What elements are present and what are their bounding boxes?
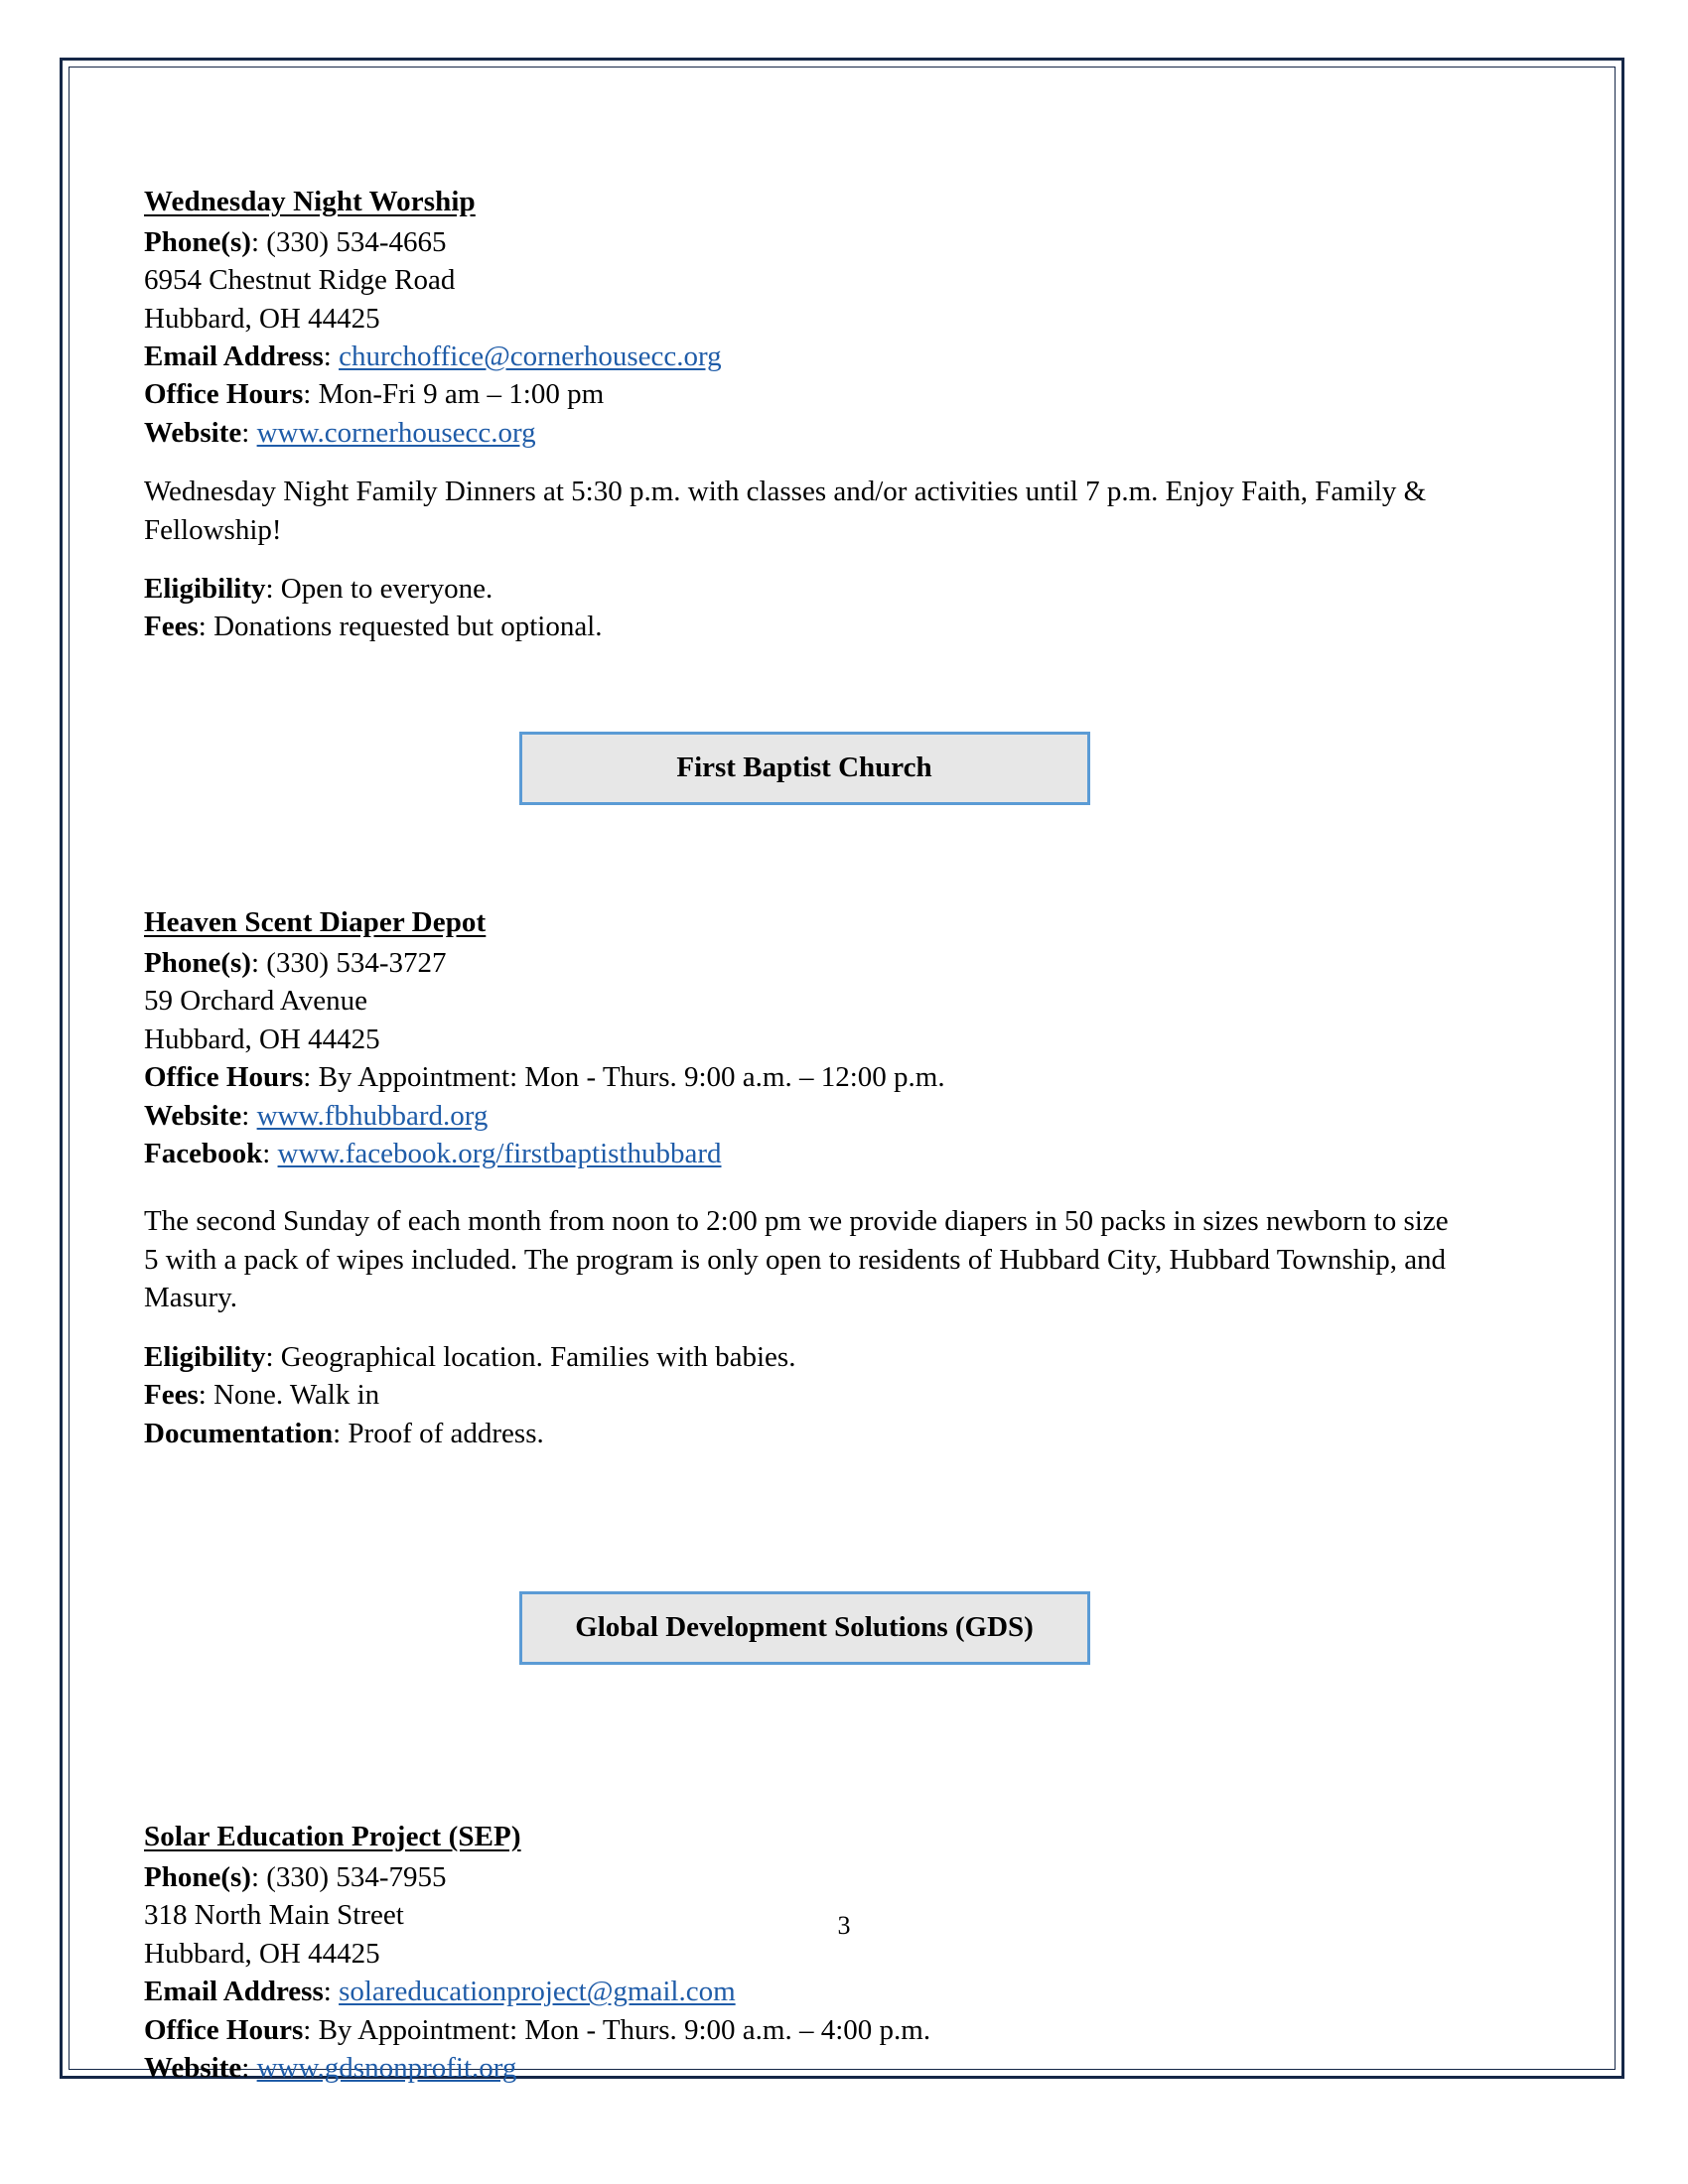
spacer <box>144 1665 1465 1819</box>
field-label: Facebook <box>144 1138 263 1170</box>
entry-detail-fees <box>144 608 1465 645</box>
entry-field-office-hours <box>144 1058 1465 1096</box>
field-value: By Appointment: Mon - Thurs. 9:00 a.m. – 12:00 p.m. <box>318 1061 945 1094</box>
field-value: 59 Orchard Avenue <box>144 985 367 1018</box>
entry-field-website <box>144 414 1465 452</box>
detail-separator: : <box>198 1379 214 1412</box>
detail-label: Eligibility <box>144 1340 266 1373</box>
field-separator: : <box>241 1099 257 1132</box>
entry-title: Wednesday Night Worship <box>144 186 476 217</box>
spacer <box>144 549 1465 570</box>
entry-field-phone <box>144 223 1465 261</box>
field-value: Hubbard, OH 44425 <box>144 302 380 335</box>
detail-separator: : <box>265 1340 281 1373</box>
field-label: Email Address <box>144 1976 324 2008</box>
field-label: Email Address <box>144 340 324 372</box>
entry-description: The second Sunday of each month from noon to 2:00 pm we provide diapers in 50 packs in sizes newborn to size 5 with a pack of wipes included. The program is only open to residents of Hubbard City, Hubbard Township, and Masury. <box>144 1205 1449 1314</box>
detail-value: Geographical location. Families with babies. <box>280 1340 796 1373</box>
spacer <box>144 452 1465 473</box>
website-link[interactable]: www.fbhubbard.org <box>256 1099 489 1132</box>
entry-field-office-hours <box>144 375 1465 413</box>
website-link[interactable]: www.cornerhousecc.org <box>256 416 536 449</box>
field-value: (330) 534-3727 <box>266 946 447 979</box>
detail-value: Proof of address. <box>348 1417 544 1449</box>
entry-field-phone <box>144 944 1465 982</box>
field-separator: : <box>262 1138 278 1170</box>
detail-separator: : <box>333 1417 349 1449</box>
spacer <box>144 1172 1465 1202</box>
field-separator: : <box>250 225 267 258</box>
entry-detail-documentation <box>144 1415 1465 1452</box>
field-value: Mon-Fri 9 am – 1:00 pm <box>318 378 605 411</box>
entry-heaven-scent-diaper-depot <box>144 904 1465 1452</box>
field-value: 6954 Chestnut Ridge Road <box>144 264 456 297</box>
entry-detail-fees <box>144 1376 1465 1414</box>
field-label: Phone(s) <box>144 1861 251 1894</box>
field-label: Office Hours <box>144 1061 304 1094</box>
field-value: (330) 534-7955 <box>266 1861 447 1894</box>
entry-field-website <box>144 2049 1465 2087</box>
entry-description: Wednesday Night Family Dinners at 5:30 p.m. with classes and/or activities until 7 p.m. Enjoy Faith, Family & Fellowship! <box>144 476 1427 546</box>
field-label: Office Hours <box>144 378 304 411</box>
field-separator: : <box>250 946 267 979</box>
entry-wednesday-night-worship <box>144 184 1465 646</box>
facebook-link[interactable]: www.facebook.org/firstbaptisthubbard <box>277 1138 722 1170</box>
entry-solar-education-project <box>144 1819 1465 2087</box>
entry-title: Solar Education Project (SEP) <box>144 1821 521 1853</box>
field-label: Website <box>144 2052 242 2085</box>
detail-value: Open to everyone. <box>280 573 493 606</box>
field-value: By Appointment: Mon - Thurs. 9:00 a.m. – 4:00 p.m. <box>318 2013 931 2046</box>
website-link[interactable]: www.gdsnonprofit.org <box>256 2052 517 2085</box>
detail-separator: : <box>198 611 214 643</box>
email-link[interactable]: churchoffice@cornerhousecc.org <box>339 340 722 372</box>
spacer <box>144 1317 1465 1338</box>
field-label: Office Hours <box>144 2013 304 2046</box>
field-separator: : <box>323 340 340 372</box>
field-separator: : <box>303 1061 319 1094</box>
detail-label: Eligibility <box>144 573 266 606</box>
page-number: 3 <box>837 1911 851 1940</box>
field-value: 318 North Main Street <box>144 1899 404 1932</box>
detail-label: Fees <box>144 611 199 643</box>
entry-field-email <box>144 1973 1465 2010</box>
entry-field-street <box>144 261 1465 299</box>
email-link[interactable]: solareducationproject@gmail.com <box>339 1976 736 2008</box>
entry-title: Heaven Scent Diaper Depot <box>144 906 487 939</box>
section-header-box-wrapper <box>144 1591 1465 1665</box>
spacer <box>144 1452 1465 1591</box>
field-separator: : <box>250 1861 267 1894</box>
field-separator: : <box>303 2013 319 2046</box>
entry-field-city-state-zip <box>144 300 1465 338</box>
field-separator: : <box>241 2052 257 2085</box>
detail-value: Donations requested but optional. <box>213 611 603 643</box>
entry-field-city-state-zip <box>144 1021 1465 1058</box>
field-value: (330) 534-4665 <box>266 225 447 258</box>
spacer <box>144 646 1465 732</box>
entry-field-office-hours <box>144 2011 1465 2049</box>
field-value: Hubbard, OH 44425 <box>144 1023 380 1055</box>
section-header-global-development-solutions: Global Development Solutions (GDS) <box>519 1591 1090 1665</box>
section-header-first-baptist-church: First Baptist Church <box>519 732 1090 805</box>
section-header-box-wrapper <box>144 732 1465 805</box>
detail-value: None. Walk in <box>213 1379 380 1412</box>
entry-field-email <box>144 338 1465 375</box>
field-label: Website <box>144 416 242 449</box>
entry-field-street <box>144 982 1465 1020</box>
detail-label: Fees <box>144 1379 199 1412</box>
entry-field-website <box>144 1097 1465 1135</box>
field-label: Phone(s) <box>144 225 251 258</box>
field-value: Hubbard, OH 44425 <box>144 1937 380 1970</box>
field-label: Phone(s) <box>144 946 251 979</box>
spacer <box>144 805 1465 904</box>
entry-detail-eligibility <box>144 570 1465 608</box>
field-separator: : <box>303 378 319 411</box>
entry-detail-eligibility <box>144 1338 1465 1376</box>
detail-separator: : <box>265 573 281 606</box>
field-label: Website <box>144 1099 242 1132</box>
entry-field-facebook <box>144 1135 1465 1172</box>
field-separator: : <box>241 416 257 449</box>
field-separator: : <box>323 1976 340 2008</box>
document-content <box>144 184 1465 2088</box>
entry-field-phone <box>144 1858 1465 1896</box>
detail-label: Documentation <box>144 1417 334 1449</box>
